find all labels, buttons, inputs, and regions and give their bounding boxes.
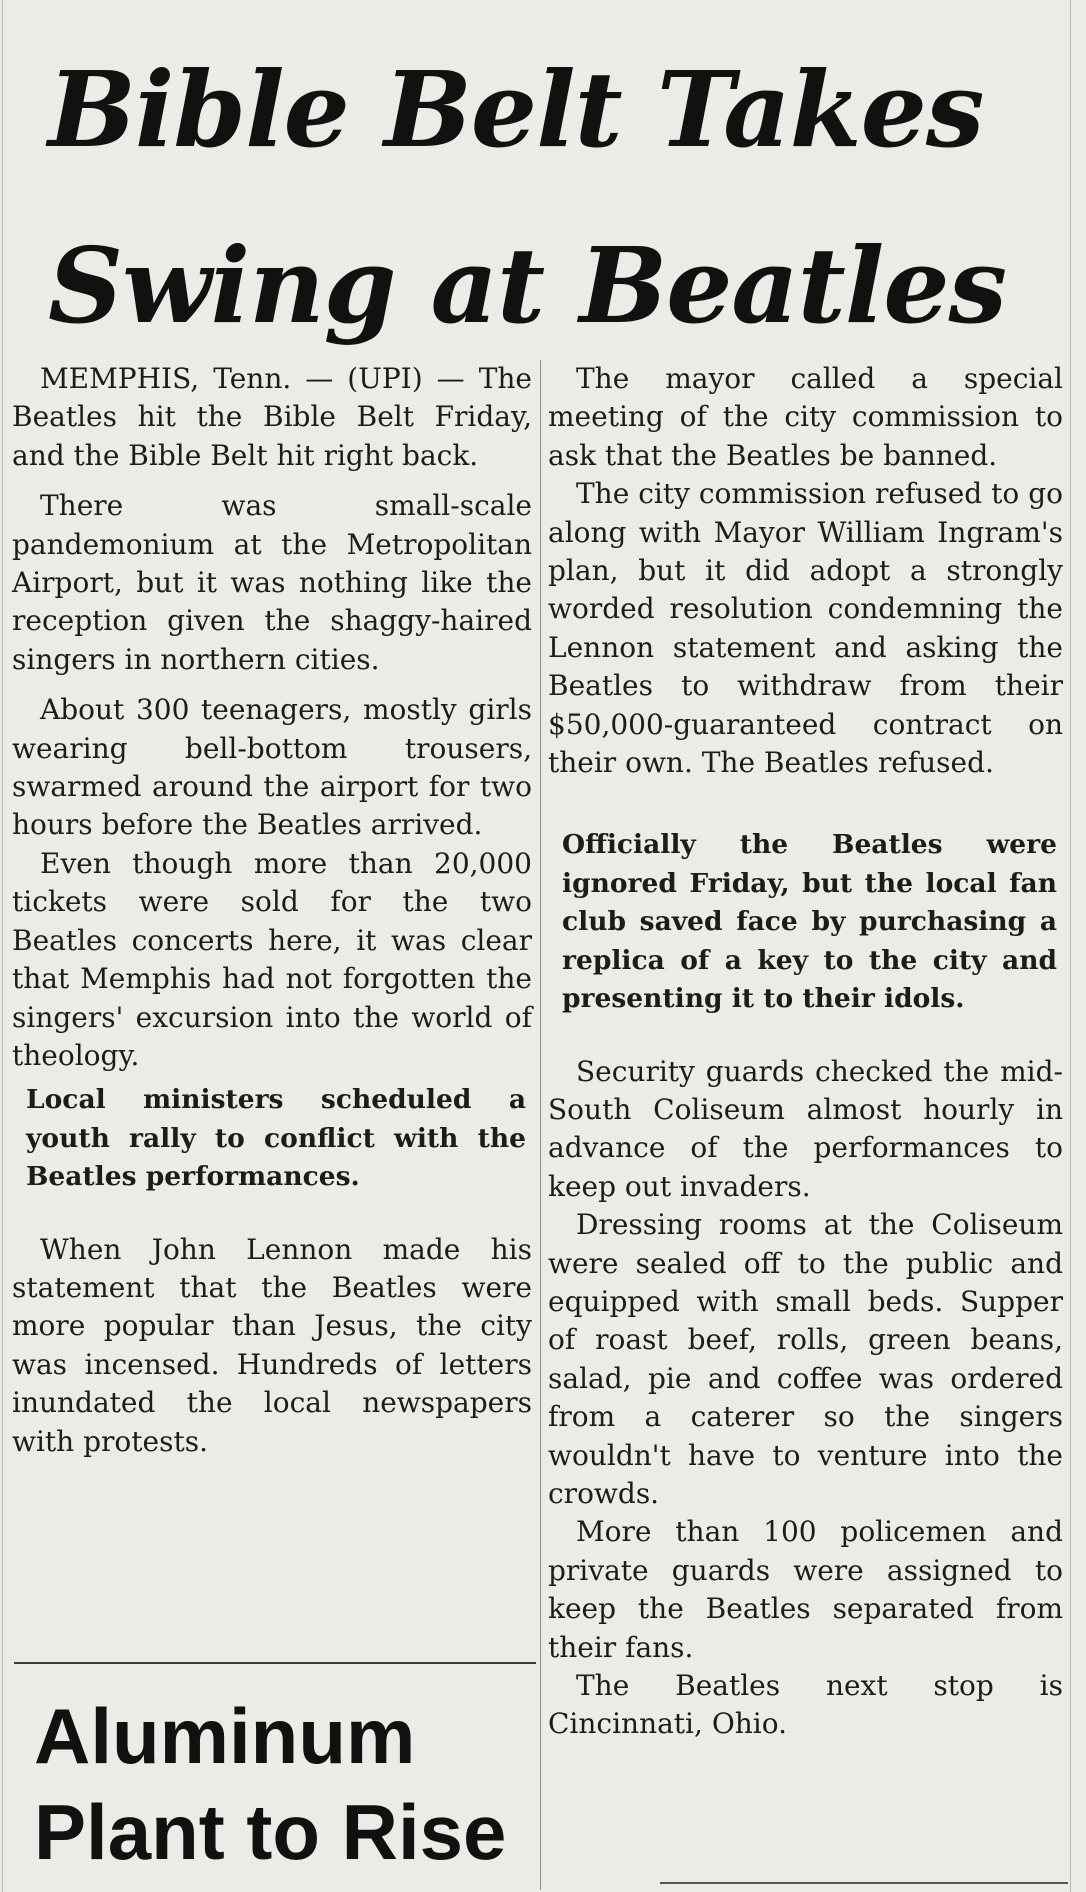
page-edge-rule <box>2 0 3 1892</box>
sub-headline-line-1: Aluminum <box>34 1692 416 1780</box>
article-paragraph: The Beatles next stop is Cincinnati, Ohio. <box>548 1669 1063 1741</box>
bold-paragraph: Local ministers scheduled a youth rally to conflict with the Beatles performances. <box>26 1084 526 1193</box>
article-paragraph: The mayor called a special meeting of the city commission to ask that the Beatles be banned. <box>548 362 1063 472</box>
article-paragraph: About 300 teenagers, mostly girls wearing bell-bottom trousers, swarmed around the airport for two hours before the Beatles arrived. <box>12 693 532 842</box>
article-paragraph: Even though more than 20,000 tickets were sold for the two Beatles concerts here, it was clear that Memphis had not forgotten the singers' excursion into the world of theology. <box>12 846 532 1072</box>
right-column-rule <box>1070 0 1071 1892</box>
sub-headline-line-2: Plant to Rise <box>34 1788 507 1876</box>
article-paragraph: MEMPHIS, Tenn. — (UPI) — The Beatles hit the Bible Belt Friday, and the Bible Belt hit right back. <box>12 362 532 472</box>
article-paragraph: Dressing rooms at the Coliseum were sealed off to the public and equipped with small beds. Supper of roast beef, rolls, green beans, salad, pie and coffee was ordered from a caterer so the singers wouldn't have to venture into the crowds. <box>548 1208 1063 1510</box>
article-paragraph: When John Lennon made his statement that the Beatles were more popular than Jesus, the city was incensed. Hundreds of letters inundated the local newspapers with protests. <box>12 1232 532 1458</box>
bold-paragraph: Officially the Beatles were ignored Friday, but the local fan club saved face by purchasing a replica of a key to the city and presenting it to their idols. <box>562 829 1057 1015</box>
headline-line-2: Swing at Beatles <box>48 224 1007 347</box>
article-paragraph: More than 100 policemen and private guards were assigned to keep the Beatles separated from their fans. <box>548 1515 1063 1664</box>
headline-line-1: Bible Belt Takes <box>48 48 984 171</box>
article-paragraph: Security guards checked the mid-South Coliseum almost hourly in advance of the performances to keep out invaders. <box>548 1054 1063 1203</box>
article-paragraph: There was small-scale pandemonium at the Metropolitan Airport, but it was nothing like the reception given the shaggy-haired singers in northern cities. <box>12 489 532 676</box>
column-end-rule <box>660 1882 1068 1884</box>
article-paragraph: The city commission refused to go along with Mayor William Ingram's plan, but it did adopt a strongly worded resolution condemning the Lennon statement and asking the Beatles to withdraw from their $50,000-guaranteed contract on their own. The Beatles refused. <box>548 477 1063 780</box>
headline <box>48 22 1048 374</box>
left-column <box>12 360 532 1461</box>
right-column <box>548 360 1063 1744</box>
section-separator <box>14 1662 536 1664</box>
sub-headline <box>34 1688 534 1880</box>
column-divider <box>540 360 541 1890</box>
